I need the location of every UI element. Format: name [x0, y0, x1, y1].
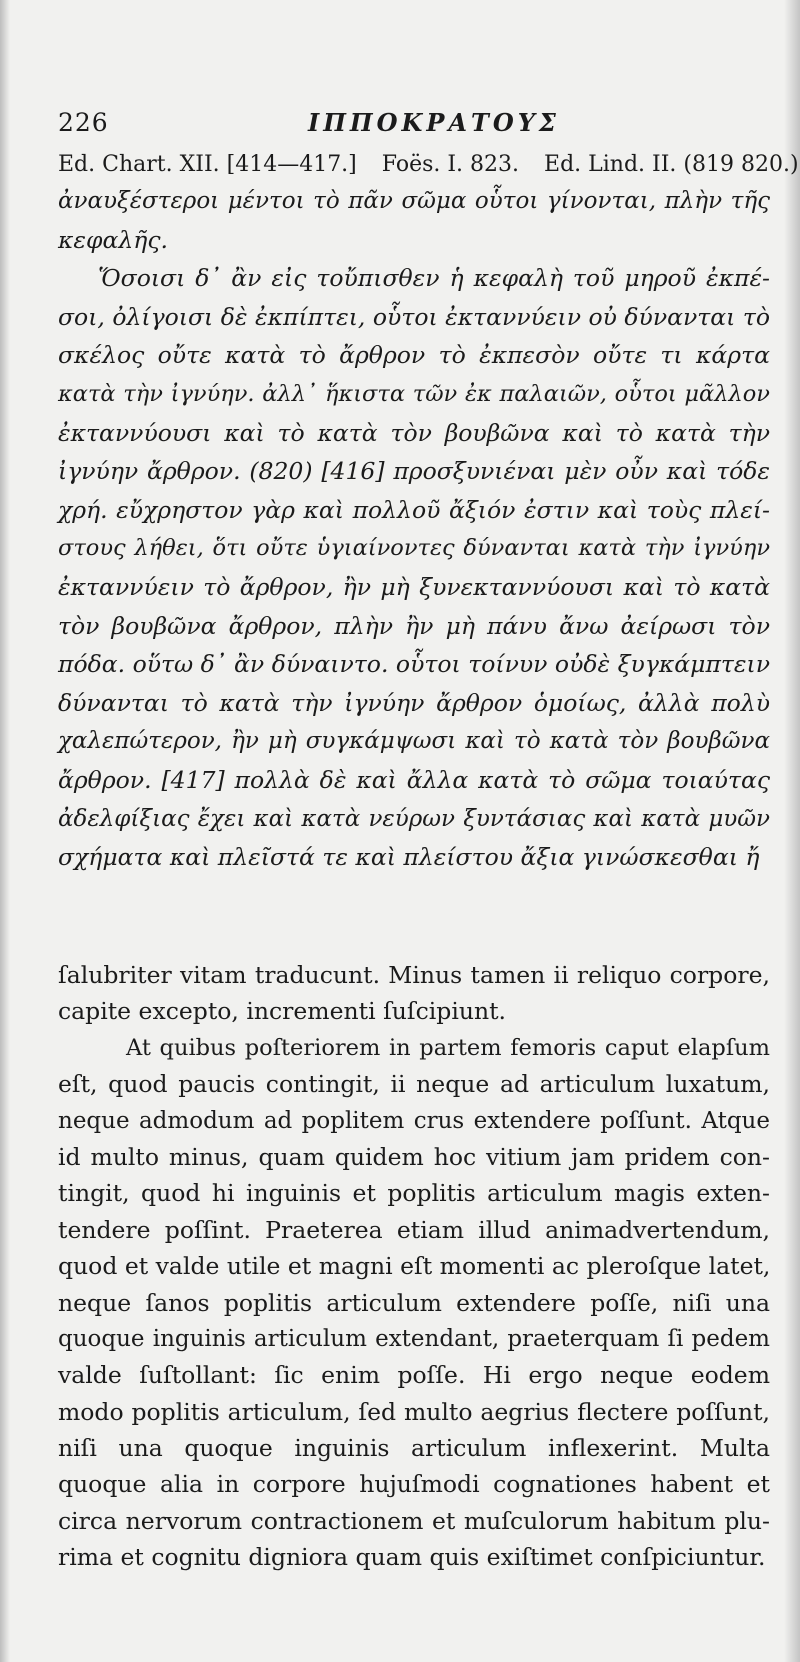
greek-line: ἐκταννύουσι καὶ τὸ κατὰ τὸν βουβῶνα καὶ τὸ κατὰ τὴν — [58, 418, 770, 447]
greek-line: ἀδελφίξιας ἔχει καὶ κατὰ νεύρων ξυντάσιας καὶ κατὰ μυῶν — [58, 805, 770, 832]
latin-line: rima et cognitu digniora quam quis exiſtimet conſpiciuntur. — [58, 1543, 766, 1572]
greek-line: δύνανται τὸ κατὰ τὴν ἰγνύην ἄρθρον ὁμοίως, ἀλλὰ πολὺ — [58, 688, 770, 717]
greek-line: ἄρθρον. [417] πολλὰ δὲ καὶ ἄλλα κατὰ τὸ σῶμα τοιαύτας — [58, 765, 770, 794]
edition-foes-ref: Foës. I. 823. — [381, 152, 520, 177]
latin-line: niſi una quoque inguinis articulum inflexerint. Multa — [58, 1434, 770, 1463]
page-header — [58, 108, 768, 148]
latin-line: modo poplitis articulum, ſed multo aegrius flectere poſſunt, — [58, 1397, 770, 1426]
greek-line: ἐκταννύειν τὸ ἄρθρον, ἢν μὴ ξυνεκταννύουσι καὶ τὸ κατὰ — [58, 572, 770, 601]
running-title: ΙΠΠΟΚΡΑΤΟΥΣ — [308, 108, 560, 137]
edition-reference-line — [58, 152, 799, 177]
greek-line: σκέλος οὔτε κατὰ τὸ ἄρθρον τὸ ἐκπεσὸν οὔτε τι κάρτα — [58, 341, 770, 370]
latin-line: valde ſuſtollant: ſic enim poſſe. Hi ergo neque eodem — [58, 1361, 770, 1390]
latin-line: ſalubriter vitam traducunt. Minus tamen ii reliquo corpore, — [58, 961, 770, 989]
latin-line: id multo minus, quam quidem hoc vitium jam pridem con- — [58, 1142, 770, 1171]
latin-line: eſt, quod paucis contingit, ii neque ad articulum luxatum, — [58, 1070, 770, 1099]
greek-line: στους λήθει, ὅτι οὔτε ὑγιαίνοντες δύνανται κατὰ τὴν ἰγνύην — [58, 535, 770, 562]
latin-line: tendere poſſint. Praeterea etiam illud animadvertendum, — [58, 1215, 770, 1244]
page-edge-shadow-left — [0, 0, 10, 1662]
greek-line: Ὅσοισι δ᾽ ἂν εἰς τοὔπισθεν ἡ κεφαλὴ τοῦ μηροῦ ἐκπέ- — [98, 264, 770, 293]
edition-lind-ref: Ed. Lind. II. (819 820.) — [544, 152, 799, 177]
greek-line: ἰγνύην ἄρθρον. (820) [416] προσξυνιέναι μὲν οὖν καὶ τόδε — [58, 457, 770, 486]
greek-line: κεφαλῆς. — [58, 225, 168, 254]
edition-chartier-ref: Ed. Chart. XII. [414—417.] — [58, 152, 357, 177]
greek-line: χαλεπώτερον, ἢν μὴ συγκάμψωσι καὶ τὸ κατὰ τὸν βουβῶνα — [58, 728, 770, 755]
greek-line: σχήματα καὶ πλεῖστά τε καὶ πλείστου ἄξια γινώσκεσθαι ἤ — [58, 843, 760, 872]
latin-line: quoque inguinis articulum extendant, praeterquam ſi pedem — [58, 1325, 770, 1352]
page-number: 226 — [58, 108, 109, 137]
greek-line: πόδα. οὕτω δ᾽ ἂν δύναιντο. οὗτοι τοίνυν οὐδὲ ξυγκάμπτειν — [58, 650, 770, 679]
latin-line: tingit, quod hi inguinis et poplitis articulum magis exten- — [58, 1179, 770, 1208]
latin-line: quoque alia in corpore hujuſmodi cognationes habent et — [58, 1470, 770, 1499]
greek-text-block — [58, 182, 770, 877]
greek-line: τὸν βουβῶνα ἄρθρον, πλὴν ἢν μὴ πάνυ ἄνω ἀείρωσι τὸν — [58, 611, 770, 640]
latin-line: neque ſanos poplitis articulum extendere poſſe, niſi una — [58, 1288, 770, 1317]
latin-line: At quibus poſteriorem in partem femoris caput elapſum — [126, 1034, 770, 1061]
latin-line: capite excepto, incrementi ſuſcipiunt. — [58, 997, 507, 1026]
page-edge-shadow-right — [784, 0, 800, 1662]
greek-line: ἀναυξέστεροι μέντοι τὸ πᾶν σῶμα οὗτοι γίνονται, πλὴν τῆς — [58, 188, 770, 214]
latin-line: circa nervorum contractionem et muſculorum habitum plu- — [58, 1506, 770, 1535]
greek-line: κατὰ τὴν ἰγνύην. ἀλλ᾽ ἥκιστα τῶν ἐκ παλαιῶν, οὗτοι μᾶλλον — [58, 380, 770, 407]
greek-line: χρή. εὔχρηστον γὰρ καὶ πολλοῦ ἄξιόν ἐστιν καὶ τοὺς πλεί- — [58, 495, 770, 524]
latin-line: quod et valde utile et magni eſt momenti ac pleroſque latet, — [58, 1252, 771, 1281]
greek-line: σοι, ὀλίγοισι δὲ ἐκπίπτει, οὗτοι ἐκταννύειν οὐ δύνανται τὸ — [58, 302, 770, 331]
latin-line: neque admodum ad poplitem crus extendere poſſunt. Atque — [58, 1107, 770, 1134]
latin-text-block — [58, 957, 770, 1576]
